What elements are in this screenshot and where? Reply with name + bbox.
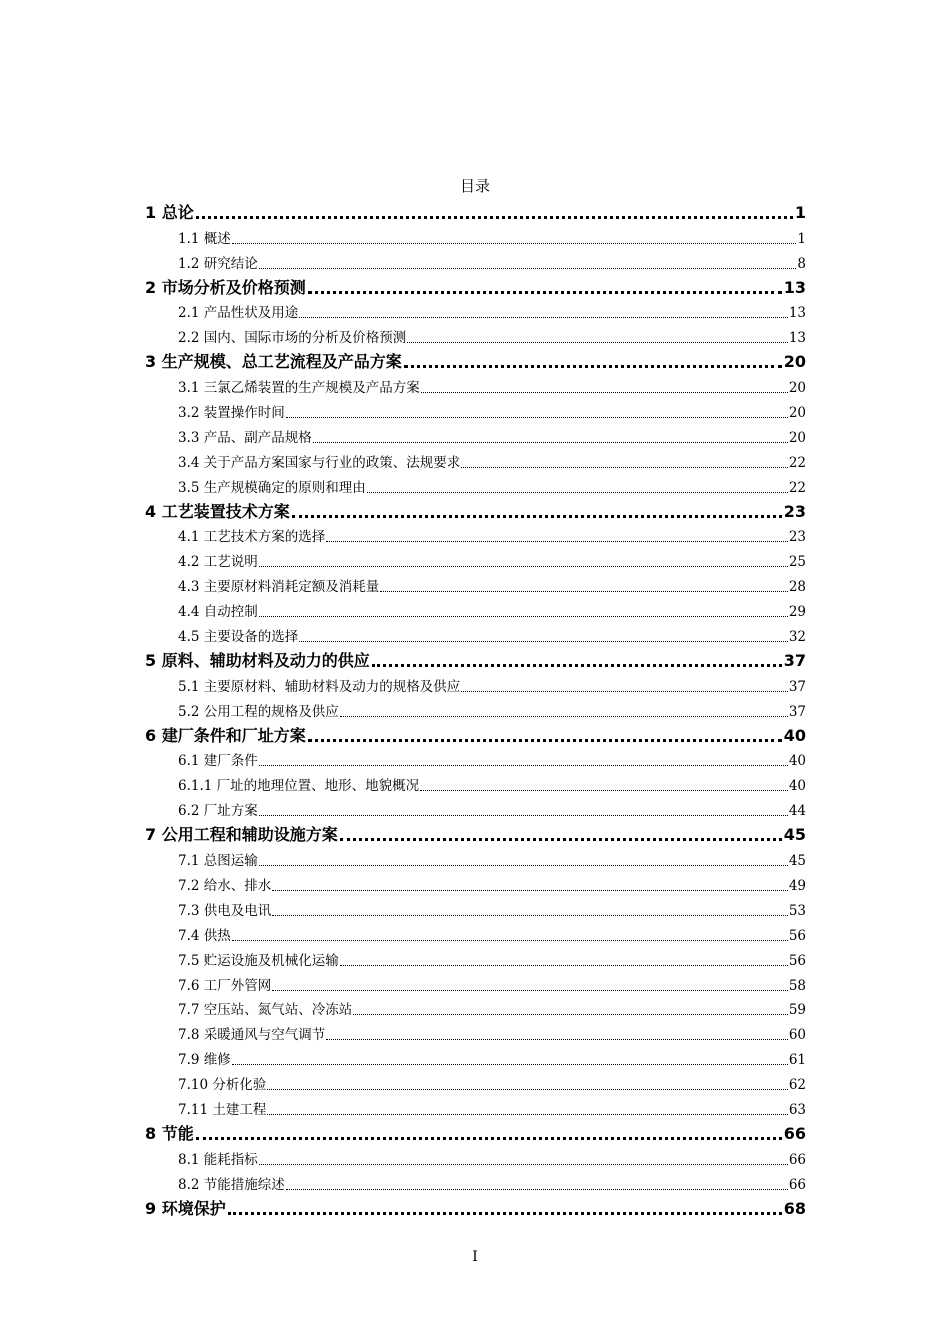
toc-section-entry[interactable] [145,1145,806,1170]
toc-entry-label: 7.3 供电及电讯 [178,902,272,919]
toc-section-entry[interactable] [145,747,806,772]
toc-entry-label: 4.2 工艺说明 [178,554,258,571]
toc-entry-label: 1 总论 [145,202,194,222]
toc-entry-label: 5 原料、辅助材料及动力的供应 [145,650,370,670]
toc-section-entry[interactable] [145,796,806,821]
toc-entry-page-number: 22 [788,479,806,496]
toc-entry-label: 6 建厂条件和厂址方案 [145,725,306,745]
toc-dot-leader [340,964,788,966]
toc-entry-label: 6.1.1 厂址的地理位置、地形、地貌概况 [178,778,420,795]
toc-dot-leader [308,290,782,294]
toc-dot-leader [232,939,788,941]
toc-dot-leader [259,615,788,617]
toc-entry-label: 1.1 概述 [178,230,231,247]
toc-dot-leader [372,663,782,667]
toc-dot-leader [272,914,788,916]
toc-entry-page-number: 56 [788,927,806,944]
toc-entry-label: 8.2 节能措施综述 [178,1176,285,1193]
toc-entry-page-number: 53 [788,902,806,919]
toc-section-entry[interactable] [145,622,806,647]
toc-dot-leader [286,416,788,418]
toc-dot-leader [259,565,788,567]
toc-entry-page-number: 61 [788,1052,806,1069]
toc-dot-leader [326,540,788,542]
toc-dot-leader [286,1188,788,1190]
toc-entry-page-number: 66 [788,1176,806,1193]
toc-dot-leader [380,590,788,592]
toc-chapter-entry[interactable] [145,1195,806,1220]
toc-section-entry[interactable] [145,299,806,324]
toc-entry-page-number: 45 [783,825,806,845]
toc-dot-leader [272,889,788,891]
toc-section-entry[interactable] [145,996,806,1021]
toc-chapter-entry[interactable] [145,722,806,747]
toc-dot-leader [308,738,782,742]
toc-dot-leader [267,1113,787,1115]
toc-entry-label: 6.1 建厂条件 [178,753,258,770]
toc-entry-label: 7.2 给水、排水 [178,877,272,894]
toc-entry-label: 4.4 自动控制 [178,604,258,621]
toc-section-entry[interactable] [145,373,806,398]
toc-entry-label: 1.2 研究结论 [178,255,258,272]
toc-entry-page-number: 37 [788,678,806,695]
toc-entry-page-number: 20 [788,380,806,397]
toc-section-entry[interactable] [145,597,806,622]
toc-entry-label: 7.4 供热 [178,927,231,944]
toc-dot-leader [326,1038,788,1040]
toc-entry-label: 4.5 主要设备的选择 [178,629,299,646]
toc-entry-label: 7.6 工厂外管网 [178,977,272,994]
toc-entry-label: 7 公用工程和辅助设施方案 [145,825,338,845]
toc-section-entry[interactable] [145,672,806,697]
toc-entry-page-number: 60 [788,1027,806,1044]
toc-section-entry[interactable] [145,1095,806,1120]
toc-entry-page-number: 28 [788,579,806,596]
toc-entry-page-number: 23 [783,501,806,521]
toc-entry-page-number: 37 [783,650,806,670]
toc-entry-label: 7.5 贮运设施及机械化运输 [178,952,339,969]
toc-entry-label: 5.2 公用工程的规格及供应 [178,703,339,720]
toc-dot-leader [232,242,797,244]
toc-dot-leader [232,1063,788,1065]
toc-entry-page-number: 44 [788,803,806,820]
toc-entry-page-number: 37 [788,703,806,720]
toc-entry-page-number: 1 [797,230,806,247]
toc-entry-label: 2 市场分析及价格预测 [145,277,306,297]
toc-entry-label: 7.10 分析化验 [178,1077,267,1094]
toc-section-entry[interactable] [145,921,806,946]
toc-entry-page-number: 62 [788,1077,806,1094]
toc-entry-page-number: 40 [788,778,806,795]
toc-section-entry[interactable] [145,249,806,274]
toc-entry-label: 3.4 关于产品方案国家与行业的政策、法规要求 [178,454,461,471]
toc-entry-page-number: 13 [783,277,806,297]
toc-entry-page-number: 68 [783,1198,806,1218]
toc-entry-label: 4 工艺装置技术方案 [145,501,290,521]
toc-section-entry[interactable] [145,1070,806,1095]
toc-entry-page-number: 49 [788,877,806,894]
toc-entry-label: 2.1 产品性状及用途 [178,305,299,322]
toc-entry-label: 7.9 维修 [178,1052,231,1069]
toc-entry-page-number: 20 [788,429,806,446]
toc-section-entry[interactable] [145,323,806,348]
toc-dot-leader [340,715,788,717]
toc-entry-page-number: 66 [783,1123,806,1143]
toc-section-entry[interactable] [145,523,806,548]
toc-dot-leader [196,215,793,219]
toc-dot-leader [404,364,782,368]
toc-entry-page-number: 56 [788,952,806,969]
toc-entry-label: 3.5 生产规模确定的原则和理由 [178,479,366,496]
toc-entry-label: 9 环境保护 [145,1198,226,1218]
toc-entry-label: 3.2 装置操作时间 [178,405,285,422]
toc-entry-label: 7.11 土建工程 [178,1101,267,1118]
toc-section-entry[interactable] [145,697,806,722]
toc-entry-page-number: 20 [783,352,806,372]
toc-section-entry[interactable] [145,946,806,971]
toc-section-entry[interactable] [145,971,806,996]
toc-entry-label: 3.1 三氯乙烯装置的生产规模及产品方案 [178,380,420,397]
toc-section-entry[interactable] [145,1170,806,1195]
toc-entry-label: 7.8 采暖通风与空气调节 [178,1027,326,1044]
toc-entry-label: 7.7 空压站、氮气站、冷冻站 [178,1002,353,1019]
toc-dot-leader [420,789,788,791]
toc-entry-label: 8 节能 [145,1123,194,1143]
toc-entry-label: 7.1 总图运输 [178,853,258,870]
toc-entry-page-number: 29 [788,604,806,621]
toc-dot-leader [228,1211,782,1215]
toc-entry-page-number: 32 [788,629,806,646]
toc-section-entry[interactable] [145,224,806,249]
toc-entry-label: 6.2 厂址方案 [178,803,258,820]
toc-chapter-entry[interactable] [145,1120,806,1145]
toc-dot-leader [292,514,782,518]
toc-section-entry[interactable] [145,871,806,896]
toc-entry-page-number: 13 [788,330,806,347]
toc-chapter-entry[interactable] [145,498,806,523]
page-number: I [472,1249,478,1265]
toc-entry-page-number: 40 [783,725,806,745]
toc-dot-leader [259,814,788,816]
toc-section-entry[interactable] [145,896,806,921]
toc-section-entry[interactable] [145,547,806,572]
toc-section-entry[interactable] [145,572,806,597]
toc-dot-leader [196,1136,782,1140]
toc-dot-leader [407,341,788,343]
toc-section-entry[interactable] [145,1045,806,1070]
toc-chapter-entry[interactable] [145,199,806,224]
toc-entry-page-number: 20 [788,405,806,422]
toc-dot-leader [367,491,788,493]
toc-entry-page-number: 63 [788,1101,806,1118]
toc-section-entry[interactable] [145,473,806,498]
toc-entry-label: 8.1 能耗指标 [178,1151,258,1168]
toc-entry-page-number: 22 [788,454,806,471]
toc-dot-leader [259,267,797,269]
toc-dot-leader [313,441,788,443]
toc-dot-leader [421,391,788,393]
toc-section-entry[interactable] [145,771,806,796]
toc-entry-page-number: 13 [788,305,806,322]
table-of-contents [145,199,806,1220]
toc-dot-leader [353,1013,788,1015]
toc-section-entry[interactable] [145,448,806,473]
toc-dot-leader [259,764,788,766]
toc-entry-label: 3.3 产品、副产品规格 [178,429,312,446]
toc-entry-page-number: 66 [788,1151,806,1168]
toc-entry-label: 2.2 国内、国际市场的分析及价格预测 [178,330,407,347]
toc-section-entry[interactable] [145,423,806,448]
toc-dot-leader [461,466,788,468]
toc-dot-leader [340,837,782,841]
toc-section-entry[interactable] [145,398,806,423]
toc-entry-page-number: 45 [788,853,806,870]
toc-dot-leader [299,640,788,642]
toc-dot-leader [272,989,788,991]
toc-entry-page-number: 25 [788,554,806,571]
toc-chapter-entry[interactable] [145,647,806,672]
toc-chapter-entry[interactable] [145,348,806,373]
toc-dot-leader [259,864,788,866]
toc-entry-page-number: 58 [788,977,806,994]
toc-dot-leader [259,1163,788,1165]
toc-entry-page-number: 8 [797,255,806,272]
toc-dot-leader [267,1088,787,1090]
toc-chapter-entry[interactable] [145,274,806,299]
toc-entry-label: 4.3 主要原材料消耗定额及消耗量 [178,579,380,596]
toc-entry-page-number: 23 [788,529,806,546]
toc-section-entry[interactable] [145,1020,806,1045]
toc-entry-page-number: 1 [794,202,806,222]
toc-entry-page-number: 59 [788,1002,806,1019]
toc-entry-label: 5.1 主要原材料、辅助材料及动力的规格及供应 [178,678,461,695]
toc-title: 目录 [459,177,490,195]
toc-entry-label: 4.1 工艺技术方案的选择 [178,529,326,546]
toc-dot-leader [461,690,788,692]
toc-chapter-entry[interactable] [145,821,806,846]
toc-dot-leader [299,316,788,318]
toc-entry-label: 3 生产规模、总工艺流程及产品方案 [145,352,402,372]
toc-entry-page-number: 40 [788,753,806,770]
toc-section-entry[interactable] [145,846,806,871]
